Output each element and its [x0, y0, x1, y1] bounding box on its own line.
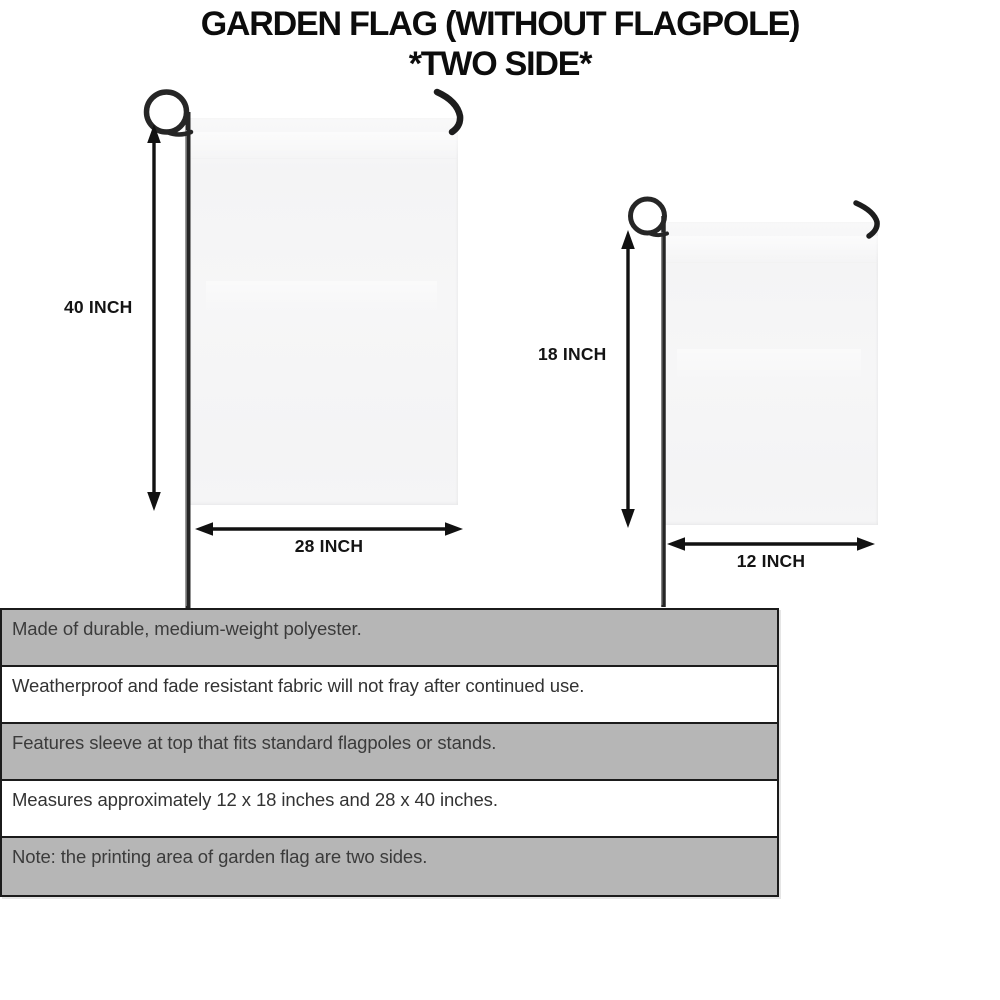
arrowhead-up-icon: [621, 230, 635, 249]
large-width-arrow: [195, 522, 463, 536]
page-title-line1: GARDEN FLAG (WITHOUT FLAGPOLE): [200, 5, 800, 43]
page-title: [0, 4, 1000, 84]
spec-row-material: [2, 610, 777, 667]
large-flag-loop-end: [167, 132, 191, 135]
large-flag-width-label: 28 INCH: [294, 536, 364, 556]
spec-text: Measures approximately 12 x 18 inches and 28 x 40 inches.: [12, 789, 498, 810]
small-width-arrow: [667, 537, 875, 551]
arrowhead-up-icon: [147, 124, 161, 143]
arrowhead-down-icon: [147, 492, 161, 511]
large-height-arrow: [147, 124, 161, 511]
small-flag-width-label: 12 INCH: [736, 551, 806, 571]
spec-row-measurements: [2, 781, 777, 838]
spec-row-note: [2, 838, 777, 895]
spec-text: Features sleeve at top that fits standard flagpoles or stands.: [12, 732, 497, 753]
spec-text: Note: the printing area of garden flag are two sides.: [12, 846, 428, 867]
arrowhead-down-icon: [621, 509, 635, 528]
spec-row-sleeve: [2, 724, 777, 781]
arrowhead-right-icon: [857, 537, 875, 551]
spec-table: [0, 608, 779, 897]
spec-text: Weatherproof and fade resistant fabric will not fray after continued use.: [12, 675, 585, 696]
small-flag-fabric: [664, 222, 878, 525]
large-flag-loop-icon: [147, 92, 187, 132]
large-flag-fabric: [190, 118, 458, 505]
small-flag-loop-icon: [631, 199, 665, 233]
arrowhead-right-icon: [445, 522, 463, 536]
page-title-line2: *TWO SIDE*: [408, 45, 592, 83]
small-flag-height-label: 18 INCH: [538, 344, 607, 364]
arrowhead-left-icon: [195, 522, 213, 536]
arrowhead-left-icon: [667, 537, 685, 551]
large-flag-height-label: 40 INCH: [64, 297, 133, 317]
small-height-arrow: [621, 230, 635, 528]
spec-row-weatherproof: [2, 667, 777, 724]
spec-text: Made of durable, medium-weight polyester.: [12, 618, 362, 639]
